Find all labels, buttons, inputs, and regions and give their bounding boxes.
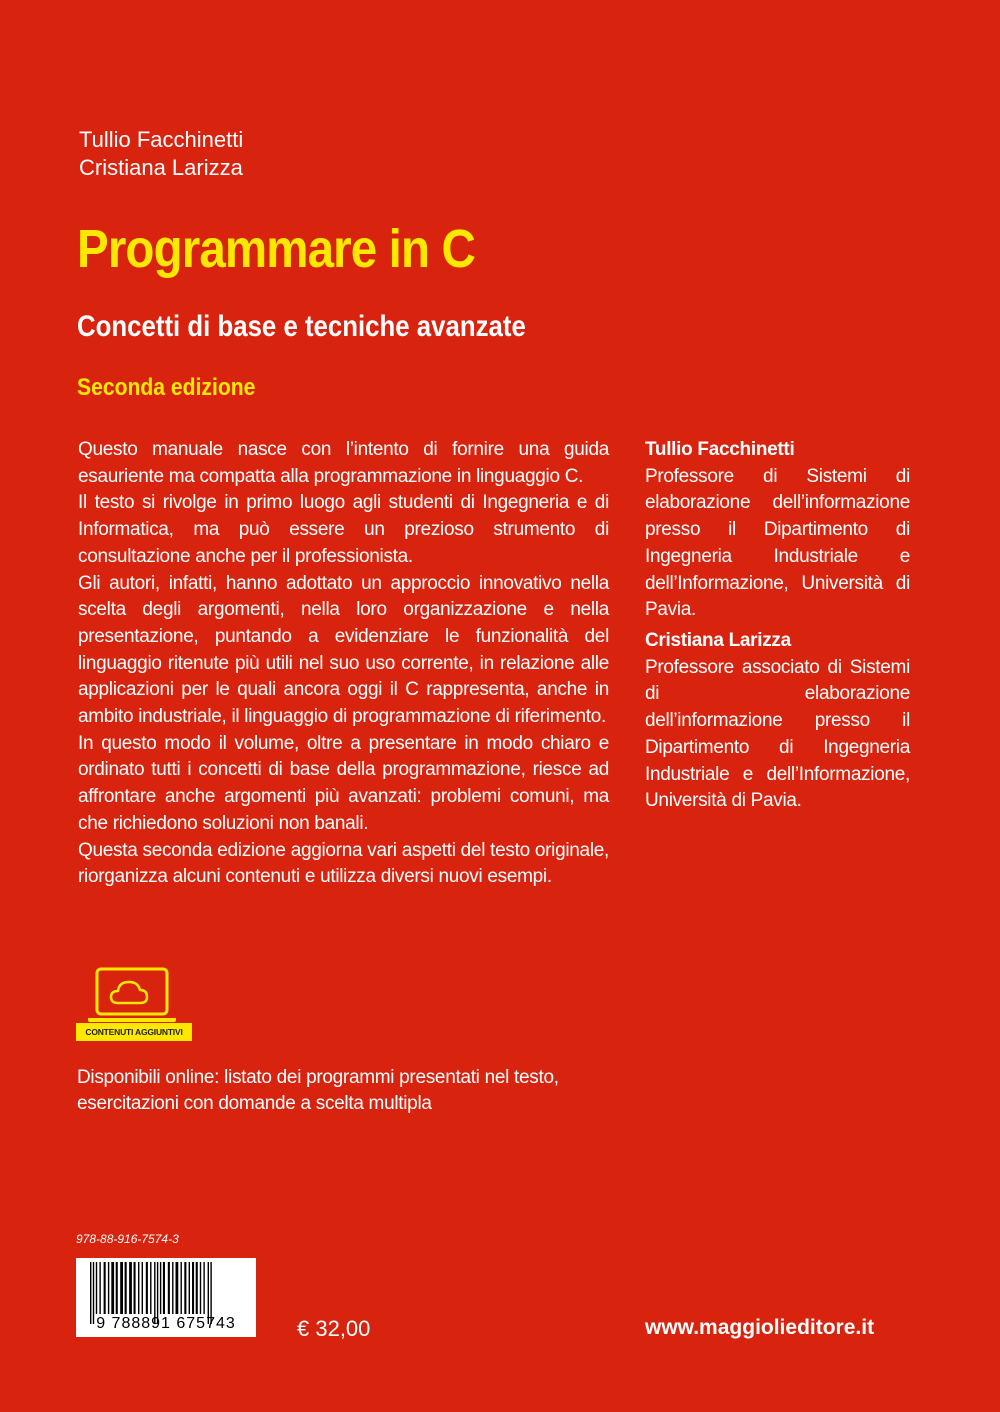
- barcode-bar: [104, 1262, 106, 1314]
- barcode-bar: [138, 1262, 139, 1314]
- bio-text: Professore associato di Sistemi di elaborazione dell’informazione presso il Dipartimento di Ingegneria Industriale e dell’Informazione, Università di Pavia.: [645, 656, 910, 812]
- barcode-bar: [129, 1262, 132, 1314]
- online-resources: [77, 1065, 559, 1117]
- barcode-bar: [172, 1262, 173, 1314]
- barcode-bar: [163, 1262, 165, 1314]
- barcode-bar: [96, 1262, 97, 1314]
- book-edition: Seconda edizione: [77, 374, 256, 401]
- barcode-bar: [189, 1262, 190, 1314]
- barcode-bar: [192, 1262, 194, 1314]
- description-paragraph: Gli autori, infatti, hanno adottato un approccio innovativo nella scelta degli argomenti, nella loro organizzazione e nella presentazione, puntando a evidenziare le funzionalità del linguaggio ritenute più utili nel suo uso corrente, in relazione alle applicazioni per le quali ancora oggi il C rappresenta, anche in ambito industriale, il linguaggio di programmazione di riferimento.: [78, 572, 609, 728]
- bio-text: Professore di Sistemi di elaborazione dell’informazione presso il Dipartimento di Ingegneria Industriale e dell’Informazione, Università di Pavia.: [645, 465, 910, 621]
- description-paragraph: Questa seconda edizione aggiorna vari aspetti del testo originale, riorganizza alcuni contenuti e utilizza diversi nuovi esempi.: [78, 839, 609, 888]
- barcode-digits: 9 788891 675743: [96, 1315, 236, 1332]
- online-line: Disponibili online: listato dei programmi presentati nel testo,: [77, 1067, 559, 1088]
- author-bio: [645, 437, 910, 624]
- bio-name: Tullio Facchinetti: [645, 439, 795, 460]
- bio-name: Cristiana Larizza: [645, 630, 791, 651]
- barcode-bar: [184, 1262, 186, 1314]
- barcode-bar: [125, 1262, 127, 1314]
- barcode-bar: [116, 1262, 118, 1314]
- barcode-bar: [142, 1262, 143, 1314]
- additional-content-badge: CONTENUTI AGGIUNTIVI: [76, 1023, 192, 1041]
- book-description: [78, 437, 609, 891]
- book-subtitle: Concetti di base e tecniche avanzate: [77, 310, 526, 343]
- book-title: Programmare in C: [77, 219, 475, 279]
- barcode-bar: [146, 1262, 148, 1314]
- barcode-bar: [203, 1262, 204, 1314]
- barcode-bar: [196, 1262, 198, 1314]
- online-line: esercitazioni con domande a scelta multipla: [77, 1093, 432, 1114]
- description-paragraph: Questo manuale nasce con l’intento di fornire una guida esauriente ma compatta alla programmazione in linguaggio C.: [78, 439, 609, 487]
- author-name: Cristiana Larizza: [79, 155, 243, 180]
- barcode: [76, 1258, 256, 1337]
- barcode-bar: [181, 1262, 182, 1314]
- barcode-bar: [176, 1262, 179, 1314]
- author-name: Tullio Facchinetti: [79, 127, 244, 152]
- barcode-bar: [111, 1262, 114, 1314]
- barcode-bar: [160, 1262, 161, 1314]
- cover-authors: [79, 126, 243, 182]
- description-paragraph: In questo modo il volume, oltre a presentare in modo chiaro e ordinato tutti i concetti di base della programmazione, riesce ad affrontare anche argomenti più avanzati: problemi comuni, ma che richiedono soluzioni non banali.: [78, 732, 609, 834]
- barcode-bar: [99, 1262, 100, 1314]
- barcode-bar: [168, 1262, 170, 1314]
- barcode-bar: [120, 1262, 123, 1314]
- barcode-bar: [108, 1262, 109, 1314]
- publisher-website[interactable]: www.maggiolieditore.it: [645, 1316, 875, 1339]
- price: € 32,00: [297, 1316, 371, 1341]
- barcode-bar: [200, 1262, 201, 1314]
- description-paragraph: Il testo si rivolge in primo luogo agli studenti di Ingegneria e di Informatica, ma può essere un prezioso strumento di consultazione anche per il professionista.: [78, 492, 609, 567]
- barcode-bar: [134, 1262, 136, 1314]
- author-bio: [645, 628, 910, 815]
- barcode-bar: [150, 1262, 151, 1314]
- isbn: 978-88-916-7574-3: [76, 1232, 179, 1246]
